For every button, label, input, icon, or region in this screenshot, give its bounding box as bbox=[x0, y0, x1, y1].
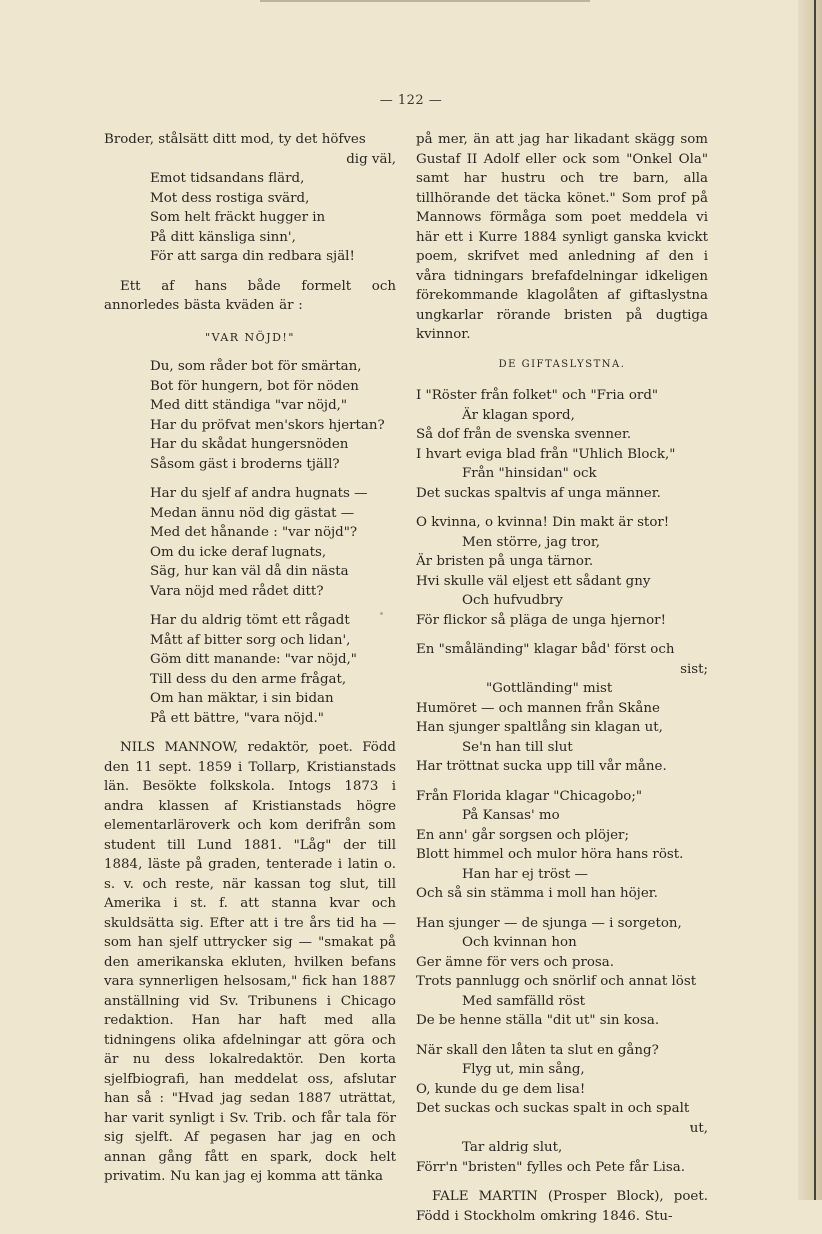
poem-line: Är bristen på unga tärnor. bbox=[416, 554, 594, 569]
poem-line: I hvart eviga blad från "Uhlich Block," bbox=[416, 446, 676, 462]
poem-title: "VAR NÖJD!" bbox=[205, 330, 295, 344]
poem-var-nojd bbox=[104, 357, 396, 728]
poem-line: O kvinna, o kvinna! Din makt är stor! bbox=[416, 515, 670, 530]
poem-stanza bbox=[416, 513, 708, 630]
poem-line: I "Röster från folket" och "Fria ord" bbox=[416, 388, 659, 403]
poem-line: På ett bättre, "vara nöjd." bbox=[150, 710, 324, 726]
poem-line: Som helt fräckt hugger in bbox=[150, 210, 326, 225]
poem-stanza bbox=[416, 386, 708, 503]
poem-line: En "småländing" klagar båd' först och bbox=[416, 642, 675, 657]
poem-line: De be henne ställa "dit ut" sin kosa. bbox=[416, 1013, 660, 1028]
poem-stanza bbox=[104, 357, 396, 474]
poem-line: Så dof från de svenska svenner. bbox=[416, 427, 632, 442]
right-column bbox=[416, 130, 708, 1234]
poem-line: Har tröttnat sucka upp till vår måne. bbox=[416, 759, 667, 774]
poem-line: Om du icke deraf lugnats, bbox=[150, 544, 327, 560]
poem-line: Och så sin stämma i moll han höjer. bbox=[416, 886, 658, 901]
continued-paragraph: på mer, än att jag har likadant skägg som Gustaf II Adolf eller ock som "Onkel Ola" samt har hustru och tre barn, alla tillhörande det täcka könet." Som prof på Mannows förmåga som poet meddela vi här ett i Kurre 1884 synligt ganska kvickt poem, skrifvet med anledning af den i våra tidningars brefafdelningar idkeligen förekommande klagolåten af giftaslystna ungkarlar rörande bristen på dugtiga kvinnor. bbox=[416, 132, 708, 342]
bio-paragraph: NILS MANNOW, redaktör, poet. Född den 11 sept. 1859 i Tollarp, Kristianstads län. Besökte folkskola. Intogs 1873 i andra klassen af Kristianstads högre elementarläroverk och kom derifrån som student till Lund 1881. "Låg" der till 1884, läste på graden, tenterade i latin o. s. v. och reste, när kassan tog slut, till Amerika i st. f. att stanna kvar och skuldsätta sig. Efter att i tre års tid ha — som han sjelf uttrycker sig — "smakat på den amerikanska ekluten, hvilken befans vara synnerligen helsosam," fick han 1887 anställning vid Sv. Tribunens i Chicago redaktion. Han har haft med alla tidningens olika afdelningar att göra och är nu dess lokalredaktör. Den korta sjelfbiografi, han meddelat oss, afslutar han så : "Hvad jag sedan 1887 uträttat, har varit synligt i Sv. Trib. och får tala för sig sjelft. Af pegasen har jag en och annan gång fått en spark, dock helt privatim. Nu kan jag ej komma att tänka bbox=[104, 740, 396, 1184]
poem-line: Har du pröfvat men'skors hjertan? bbox=[150, 417, 385, 433]
poem-line: Humöret — och mannen från Skåne bbox=[416, 700, 660, 716]
poem-line: Till dess du den arme frågat, bbox=[150, 671, 347, 687]
poem-line: Har du aldrig tömt ett rågadt bbox=[150, 613, 350, 628]
top-rule bbox=[260, 0, 590, 2]
poem-line: Bot för hungern, bot för nöden bbox=[150, 378, 359, 394]
poem-line: Mot dess rostiga svärd, bbox=[150, 190, 310, 206]
poem-stanza bbox=[104, 130, 396, 267]
poem-line: "Gottländing" mist bbox=[486, 681, 613, 696]
poem-line: Och hufvudbry bbox=[462, 593, 563, 608]
poem-stanza bbox=[416, 640, 708, 777]
poem-line: Är klagan spord, bbox=[462, 407, 575, 423]
poem-line: Med ditt ständiga "var nöjd," bbox=[150, 398, 348, 413]
poem-line: Har du skådat hungersnöden bbox=[150, 437, 349, 452]
poem-line: För flickor så pläga de unga hjernor! bbox=[416, 612, 666, 628]
poem-line: Och kvinnan hon bbox=[462, 935, 577, 950]
poem-line: Flyg ut, min sång, bbox=[462, 1062, 585, 1077]
poem-stanza bbox=[104, 484, 396, 601]
poem-line: Det suckas och suckas spalt in och spalt bbox=[416, 1101, 690, 1116]
poem-line: Har du sjelf af andra hugnats — bbox=[150, 486, 368, 501]
poem-line: Men större, jag tror, bbox=[462, 534, 601, 550]
poem-line: Hvi skulle väl eljest ett sådant gny bbox=[416, 573, 651, 589]
poem-line: På ditt känsliga sinn', bbox=[150, 229, 296, 245]
poem-de-giftaslystna bbox=[416, 386, 708, 1177]
poem-line: dig väl, bbox=[346, 151, 396, 167]
intro-paragraph: Ett af hans både formelt och annorledes bästa kväden är : bbox=[104, 278, 396, 313]
poem-line: Trots pannlugg och snörlif och annat löst bbox=[416, 974, 697, 989]
poem-line: När skall den låten ta slut en gång? bbox=[416, 1042, 659, 1058]
poem-stanza bbox=[416, 1041, 708, 1178]
poem-line: Du, som råder bot för smärtan, bbox=[150, 359, 362, 374]
poem-line: Med det hånande : "var nöjd"? bbox=[150, 525, 358, 540]
left-column bbox=[104, 130, 396, 1195]
poem-line: Från Florida klagar "Chicagobo;" bbox=[416, 788, 643, 804]
poem-line: sist; bbox=[680, 661, 708, 677]
poem-line: Mått af bitter sorg och lidan', bbox=[150, 632, 351, 648]
poem-line: Han sjunger — de sjunga — i sorgeton, bbox=[416, 915, 682, 931]
poem-stanza bbox=[104, 611, 396, 728]
poem-line: Se'n han till slut bbox=[462, 739, 573, 755]
poem-line: Med samfälld röst bbox=[462, 993, 586, 1009]
page-number: — 122 — bbox=[379, 93, 443, 108]
poem-line: Tar aldrig slut, bbox=[462, 1140, 563, 1155]
poem-line: Vara nöjd med rådet ditt? bbox=[150, 583, 324, 599]
poem-line: Såsom gäst i broderns tjäll? bbox=[150, 456, 340, 472]
poem-line: Säg, hur kan väl då din nästa bbox=[150, 564, 349, 579]
poem-line: Göm ditt manande: "var nöjd," bbox=[150, 652, 357, 667]
poem-line: ut, bbox=[689, 1120, 708, 1136]
poem-line: Han har ej tröst — bbox=[462, 866, 588, 882]
page-edge bbox=[798, 0, 822, 1200]
poem-line: Han sjunger spaltlång sin klagan ut, bbox=[416, 720, 663, 735]
poem-line: O, kunde du ge dem lisa! bbox=[416, 1081, 586, 1097]
poem-line: För att sarga din redbara själ! bbox=[150, 249, 355, 264]
poem-stanza bbox=[416, 914, 708, 1031]
poem-line: Emot tidsandans flärd, bbox=[150, 171, 305, 186]
poem-stanza bbox=[416, 787, 708, 904]
poem-line: Medan ännu nöd dig gästat — bbox=[150, 505, 355, 521]
poem-line: Broder, stålsätt ditt mod, ty det höfves bbox=[104, 132, 366, 147]
poem-line: Från "hinsidan" ock bbox=[462, 466, 597, 481]
poem-line: Ger ämne för vers och prosa. bbox=[416, 954, 615, 970]
next-entry-paragraph: FALE MARTIN (Prosper Block), poet. Född i Stockholm omkring 1846. Stu- bbox=[416, 1189, 708, 1224]
poem-title: DE GIFTASLYSTNA. bbox=[498, 358, 626, 370]
poem-line: På Kansas' mo bbox=[462, 808, 560, 823]
poem-line: Det suckas spaltvis af unga männer. bbox=[416, 485, 661, 501]
poem-line: Om han mäktar, i sin bidan bbox=[150, 691, 334, 706]
poem-line: En ann' går sorgsen och plöjer; bbox=[416, 827, 629, 843]
poem-line: Blott himmel och mulor höra hans röst. bbox=[416, 847, 684, 862]
poem-line: Förr'n "bristen" fylles och Pete får Lisa. bbox=[416, 1159, 685, 1175]
